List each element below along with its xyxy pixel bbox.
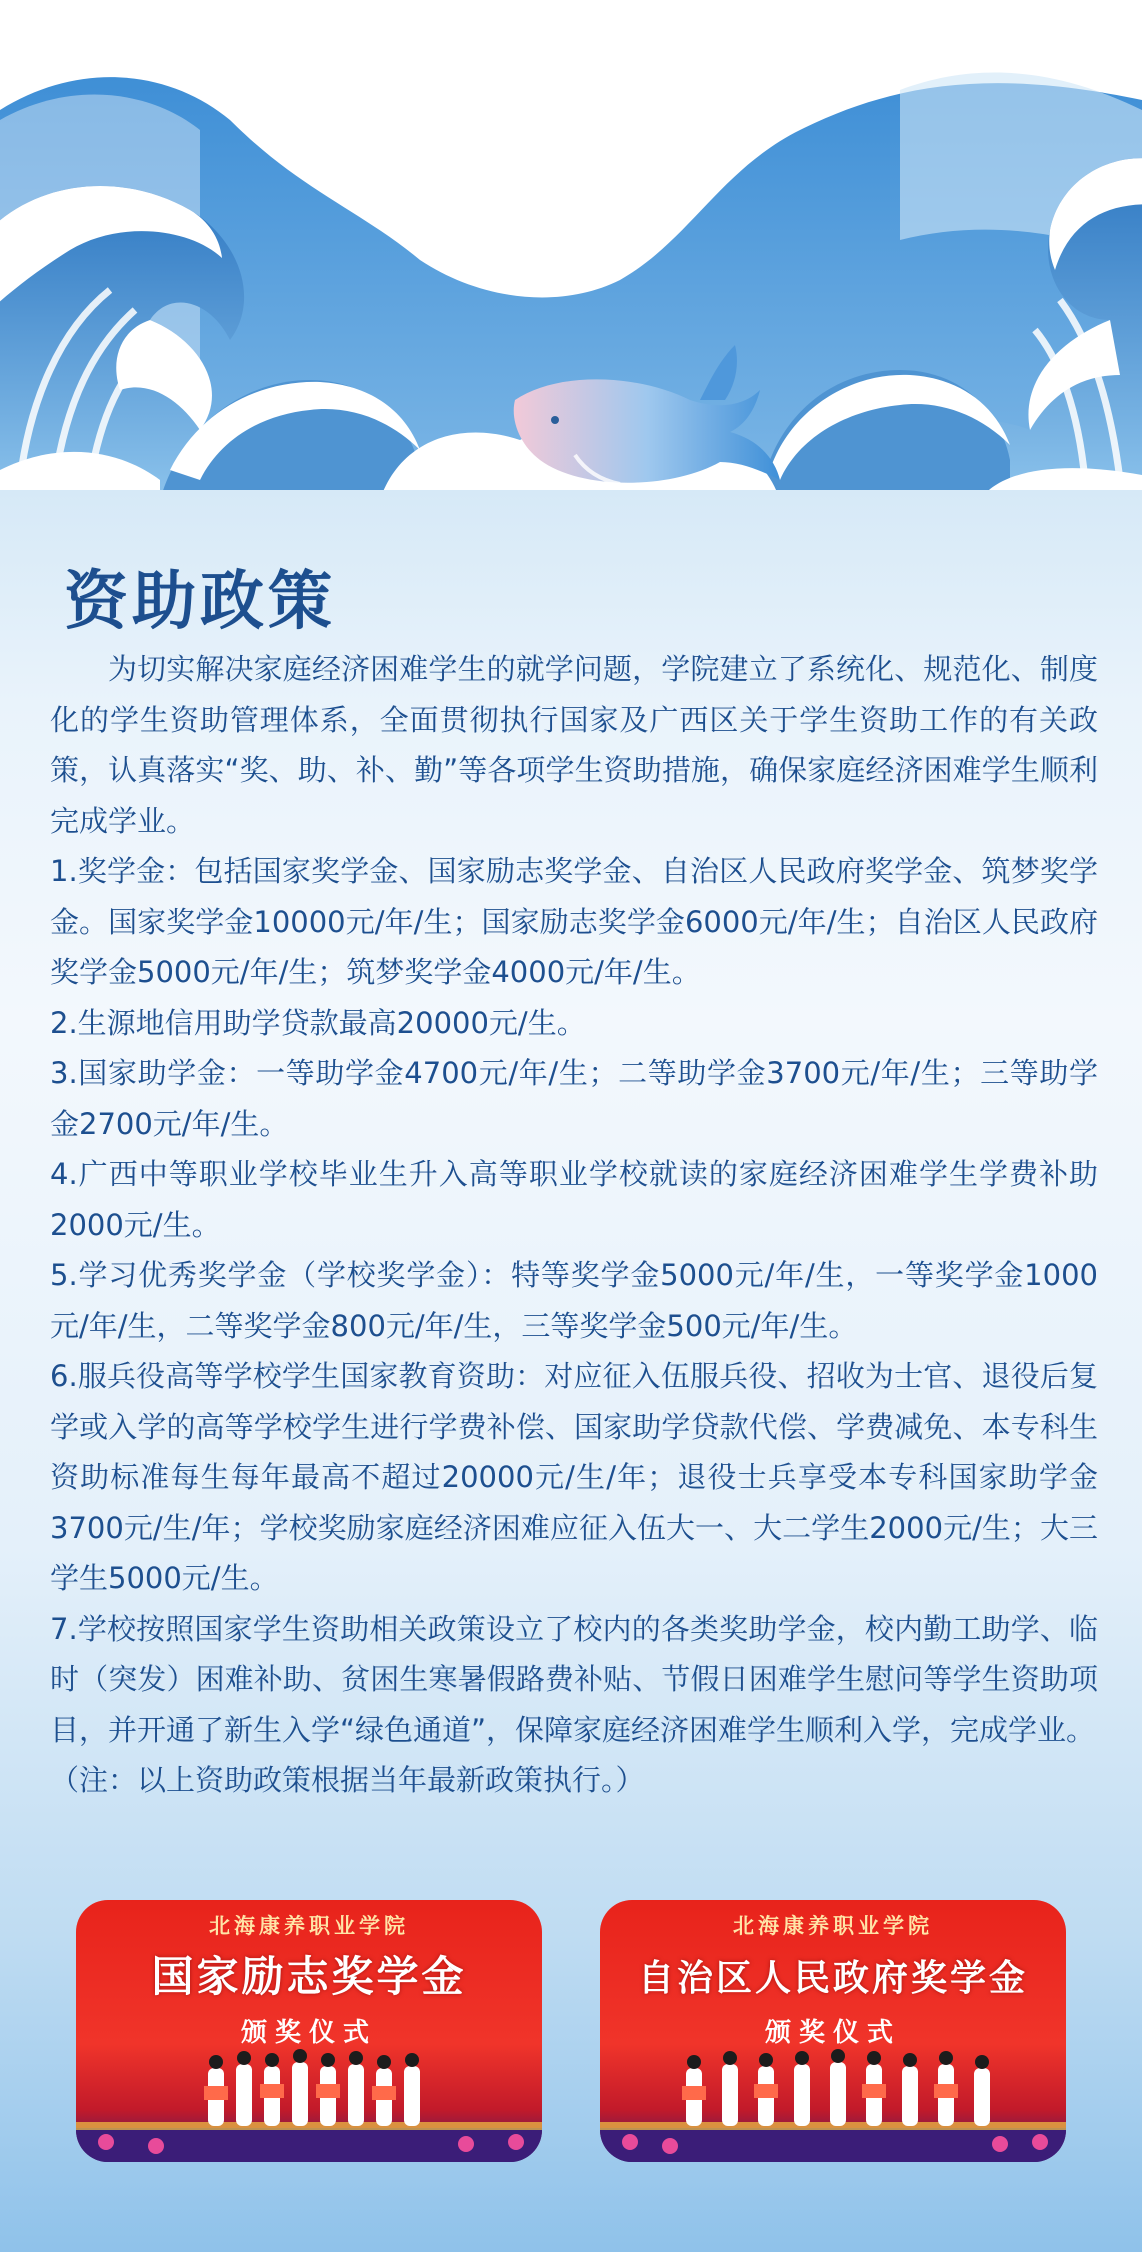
- photo-award-title: 国家励志奖学金: [151, 1952, 467, 2001]
- photo-award-title: 自治区人民政府奖学金: [637, 1957, 1028, 1999]
- policy-item-loan: 2.生源地信用助学贷款最高20000元/生。: [50, 1005, 586, 1040]
- intro-paragraph: 为切实解决家庭经济困难学生的就学问题，学院建立了系统化、规范化、制度化的学生资助管理体系，全面贯彻执行国家及广西区关于学生资助工作的有关政策，认真落实“奖、助、补、勤”等各项学生资助措施，确保家庭经济困难学生顺利完成学业。: [50, 652, 1098, 838]
- page-title: 资助政策: [64, 564, 336, 639]
- policy-item-military-aid: 6.服兵役高等学校学生国家教育资助：对应征入伍服兵役、招收为士官、退役后复学或入学的高等学校学生进行学费补偿、国家助学贷款代偿、学费减免、本专科生资助标准每生每年最高不超过20000元/生/年；退役士兵享受本专科国家助学金3700元/生/年；学校奖励家庭经济困难应征入伍大一、大二学生2000元/生；大三学生5000元/生。: [50, 1359, 1098, 1595]
- policy-item-merit-scholarship: 5.学习优秀奖学金（学校奖学金）：特等奖学金5000元/年/生，一等奖学金1000元/年/生，二等奖学金800元/年/生，三等奖学金500元/年/生。: [50, 1258, 1098, 1343]
- stage-people-icon: [600, 2042, 1066, 2162]
- policy-text: [50, 644, 1098, 1806]
- policy-item-tuition-subsidy: 4.广西中等职业学校毕业生升入高等职业学校就读的家庭经济困难学生学费补助2000元/生。: [50, 1157, 1098, 1242]
- photo-school-name: 北海康养职业学院: [209, 1913, 409, 1938]
- stage-people-icon: [76, 2042, 542, 2162]
- photo-national-encouragement-scholarship: [76, 1900, 542, 2162]
- policy-note: （注：以上资助政策根据当年最新政策执行。）: [50, 1763, 645, 1797]
- header-illustration: [0, 0, 1142, 500]
- policy-item-campus-aid: 7.学校按照国家学生资助相关政策设立了校内的各类奖助学金，校内勤工助学、临时（突发）困难补助、贫困生寒暑假路费补贴、节假日困难学生慰问等学生资助项目，并开通了新生入学“绿色通道”，保障家庭经济困难学生顺利入学，完成学业。: [50, 1611, 1098, 1747]
- photo-school-name: 北海康养职业学院: [733, 1913, 933, 1938]
- policy-item-grant: 3.国家助学金：一等助学金4700元/年/生；二等助学金3700元/年/生；三等助学金2700元/年/生。: [50, 1056, 1098, 1141]
- photo-regional-government-scholarship: [600, 1900, 1066, 2162]
- photo-ceremony-title: 颁奖仪式: [764, 2018, 901, 2048]
- policy-item-scholarship: 1.奖学金：包括国家奖学金、国家励志奖学金、自治区人民政府奖学金、筑梦奖学金。国家奖学金10000元/年/生；国家励志奖学金6000元/年/生；自治区人民政府奖学金5000元/年/生；筑梦奖学金4000元/年/生。: [50, 854, 1098, 989]
- photo-ceremony-title: 颁奖仪式: [240, 2018, 377, 2048]
